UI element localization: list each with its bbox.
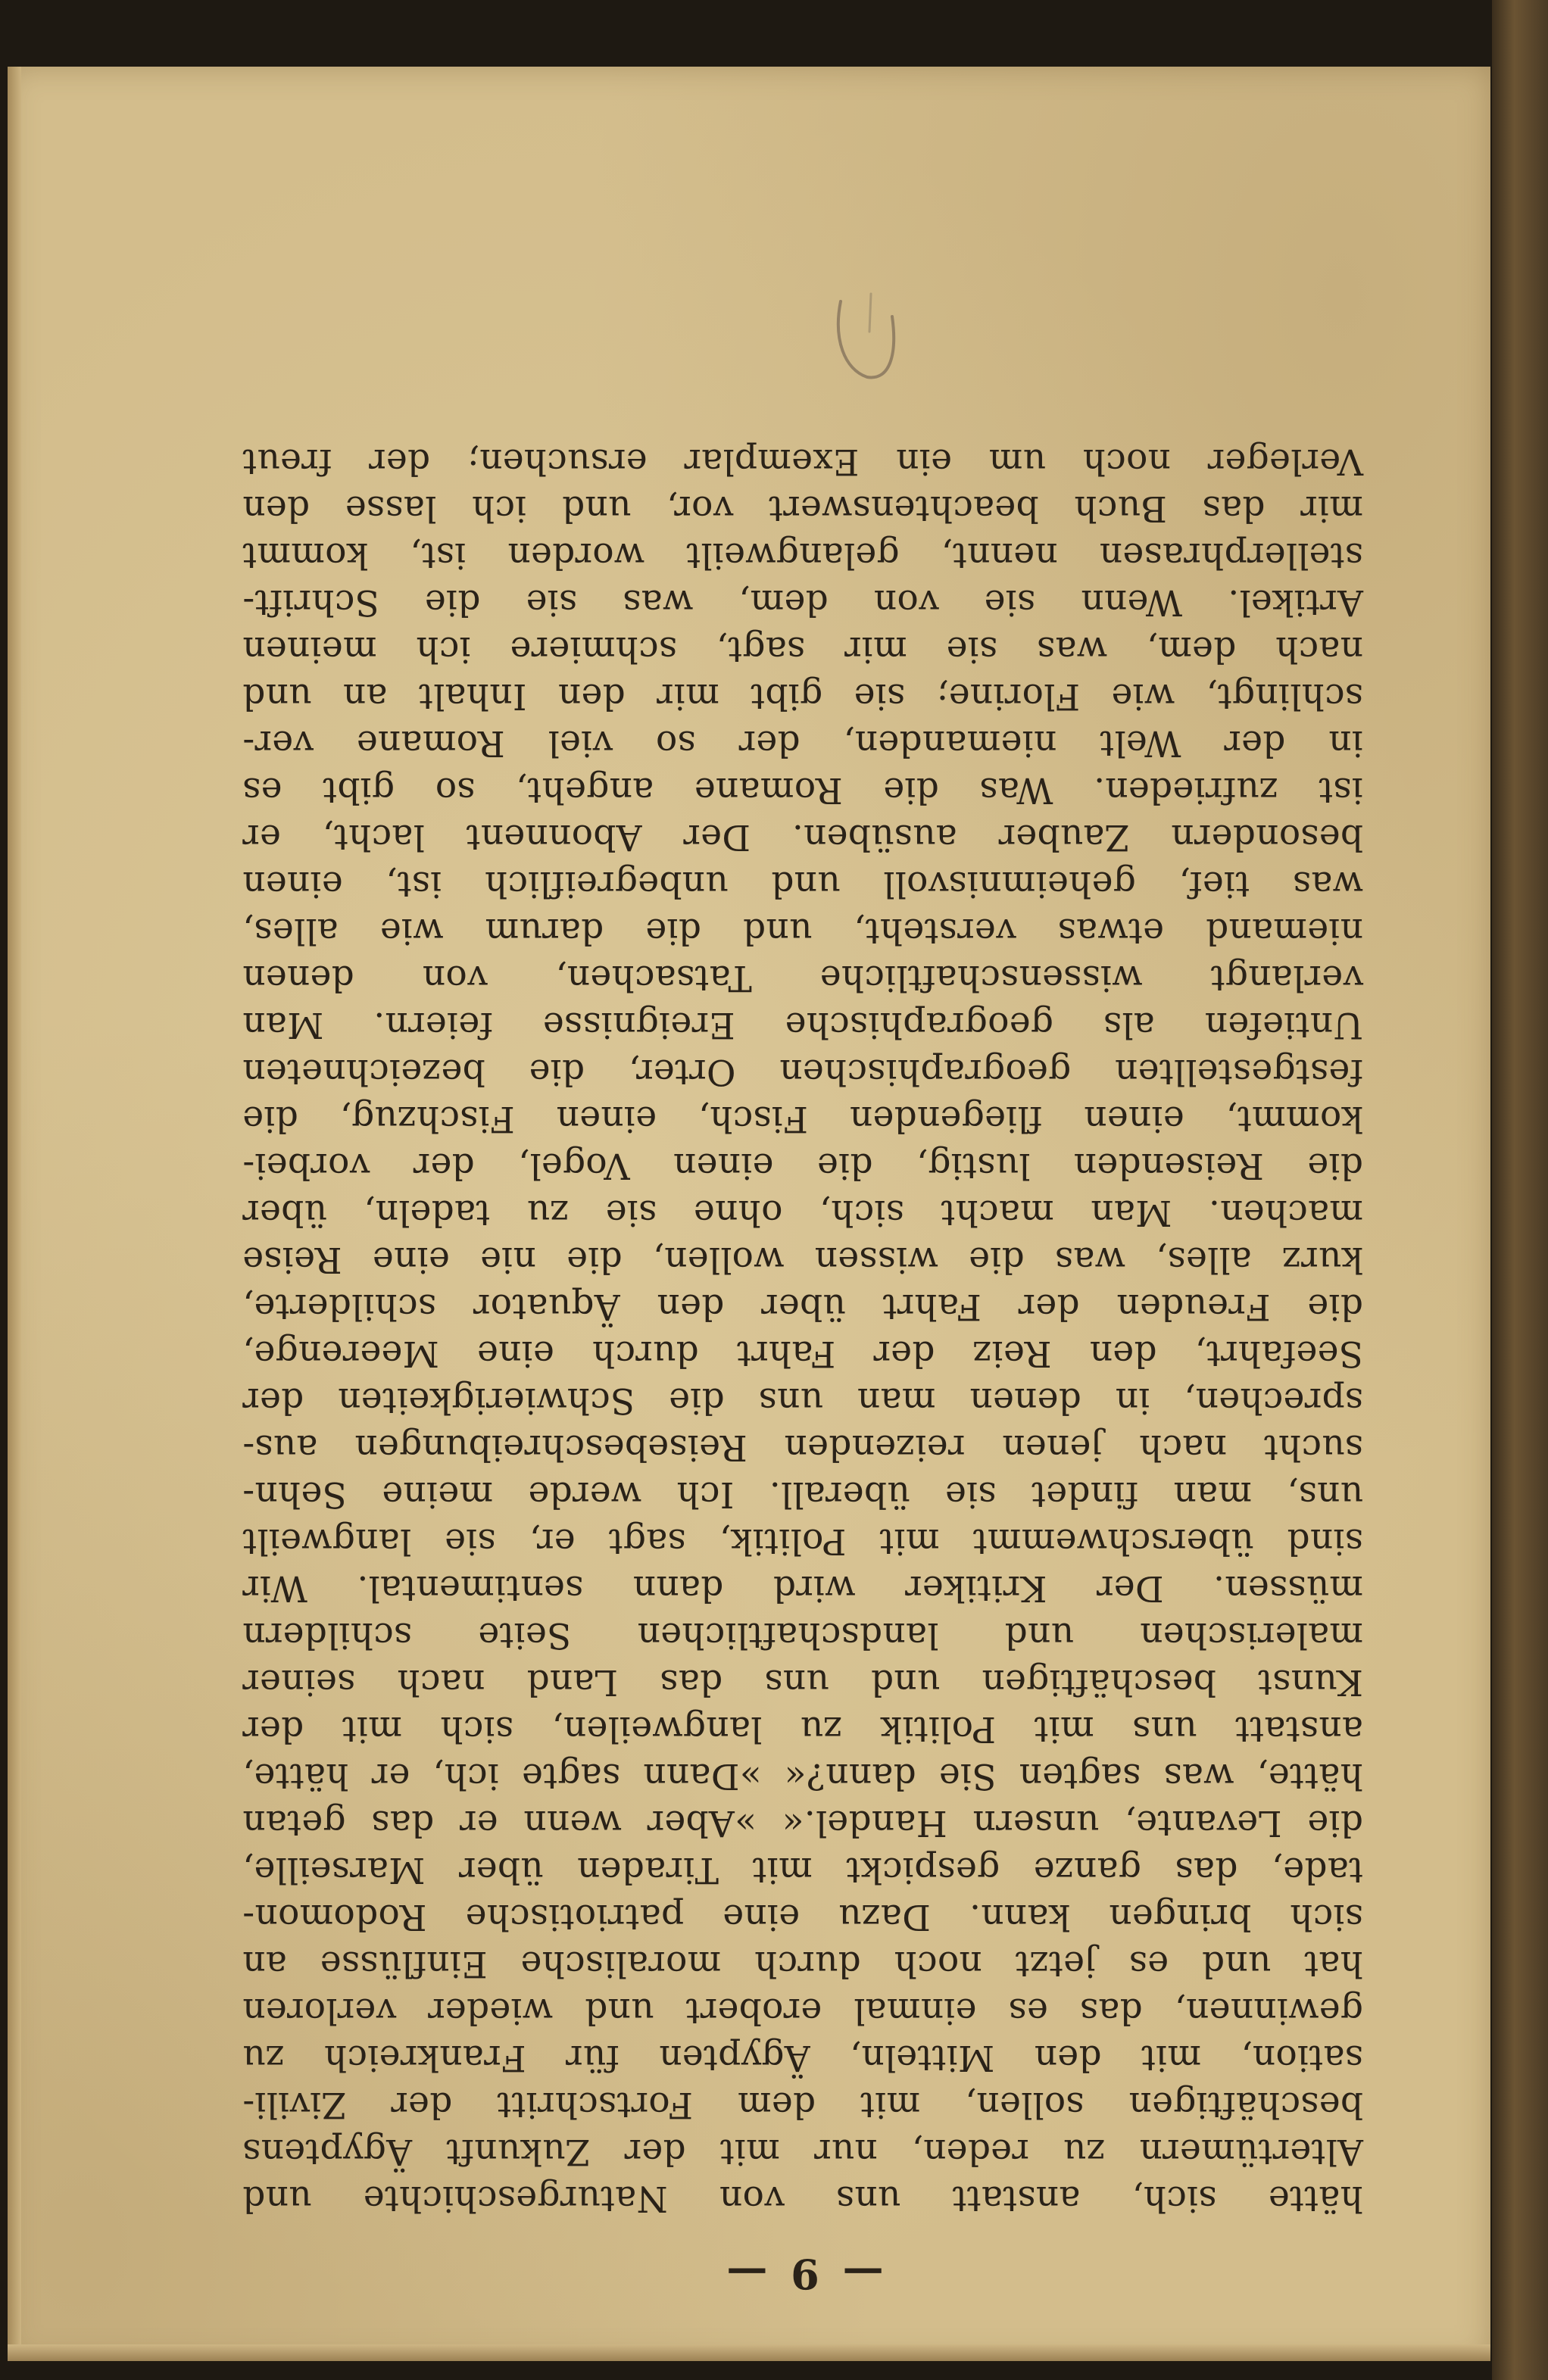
paper-page bbox=[8, 67, 1490, 2361]
text-line: Altertümern zu reden, nur mit der Zukunft Ägyptens bbox=[242, 2131, 1363, 2173]
text-line: niemand etwas versteht, und die darum wie alles, bbox=[242, 910, 1363, 952]
text-line: hätte sich, anstatt uns von Naturgeschichte und bbox=[242, 2178, 1363, 2219]
text-line: tade, das ganze gespickt mit Tiraden über Marseille, bbox=[242, 1849, 1363, 1891]
text-line: die Reisenden lustig, die einen Vogel, der vorbei- bbox=[242, 1145, 1363, 1187]
text-line: malerischen und landschaftlichen Seite schildern bbox=[242, 1614, 1363, 1656]
page-bottom-edge bbox=[8, 2344, 1490, 2361]
text-line: sprechen, in denen man uns die Schwierigkeiten der bbox=[242, 1380, 1363, 1421]
text-line: in der Welt niemanden, der so viel Romane ver- bbox=[242, 722, 1363, 764]
body-text bbox=[242, 438, 1363, 2222]
text-line: sation, mit den Mitteln, Ägypten für Frankreich zu bbox=[242, 2037, 1363, 2079]
printed-text-block bbox=[242, 441, 1363, 2300]
text-line: besondern Zauber ausüben. Der Abonnent lacht, er bbox=[242, 816, 1363, 858]
text-line: machen. Man macht sich, ohne sie zu tadeln, über bbox=[242, 1192, 1363, 1234]
text-line: die Freuden der Fahrt über den Äquator schilderte, bbox=[242, 1286, 1363, 1327]
text-line: ist zufrieden. Was die Romane angeht, so gibt es bbox=[242, 769, 1363, 811]
book-spine-edge bbox=[1492, 0, 1548, 2380]
pencil-mark-icon bbox=[825, 286, 909, 392]
text-line: beschäftigen sollen, mit dem Fortschritt der Zivili- bbox=[242, 2084, 1363, 2126]
text-line: kommt, einen fliegenden Fisch, einen Fischzug, die bbox=[242, 1098, 1363, 1140]
text-line: müssen. Der Kritiker wird dann sentimental. Wir bbox=[242, 1567, 1363, 1609]
text-line: sind überschwemmt mit Politik, sagt er, sie langweilt bbox=[242, 1521, 1363, 1562]
text-line: kurz alles, was die wissen wollen, die nie eine Reise bbox=[242, 1239, 1363, 1280]
text-line: schlingt, wie Florine; sie gibt mir den Inhalt an und bbox=[242, 675, 1363, 717]
page-number: — 9 — bbox=[722, 2250, 884, 2298]
text-line: Untiefen als geographische Ereignisse feiern. Man bbox=[242, 1004, 1363, 1046]
text-line: sucht nach jenen reizenden Reisebeschreibungen aus- bbox=[242, 1427, 1363, 1468]
text-line: anstatt uns mit Politik zu langweilen, sich mit der bbox=[242, 1708, 1363, 1750]
text-line: gewinnen, das es einmal erobert und wieder verloren bbox=[242, 1990, 1363, 2032]
text-line: verlangt wissenschaftliche Tatsachen, von denen bbox=[242, 957, 1363, 999]
text-line: Artikel. Wenn sie von dem, was sie die Schrift- bbox=[242, 582, 1363, 623]
text-line: was tief, geheimnisvoll und unbegreiflich ist, einen bbox=[242, 863, 1363, 905]
page-left-edge bbox=[8, 67, 21, 2361]
text-line: Kunst beschäftigen und uns das Land nach seiner bbox=[242, 1661, 1363, 1703]
text-line: Verleger noch um ein Exemplar ersuchen; der freut bbox=[242, 441, 1363, 482]
text-line: Seefahrt, den Reiz der Fahrt durch eine Meerenge, bbox=[242, 1333, 1363, 1374]
text-line: hätte, was sagten Sie dann?« »Dann sagte ich, er hätte, bbox=[242, 1755, 1363, 1797]
text-line: uns, man findet sie überall. Ich werde meine Sehn- bbox=[242, 1474, 1363, 1515]
text-line: festgestellten geographischen Orter, die bezeichneten bbox=[242, 1051, 1363, 1093]
text-line: die Levante, unsern Handel.« »Aber wenn er das getan bbox=[242, 1802, 1363, 1844]
text-line: nach dem, was sie mir sagt, schmiere ich meinen bbox=[242, 629, 1363, 670]
text-line: hat und es jetzt noch durch moralische Einflüsse an bbox=[242, 1943, 1363, 1985]
text-line: mir das Buch beachtenswert vor, und ich lasse den bbox=[242, 488, 1363, 529]
text-line: stellerphrasen nennt, gelangweilt worden ist, kommt bbox=[242, 535, 1363, 576]
text-line: sich bringen kann. Dazu eine patriotische Rodomon- bbox=[242, 1896, 1363, 1938]
